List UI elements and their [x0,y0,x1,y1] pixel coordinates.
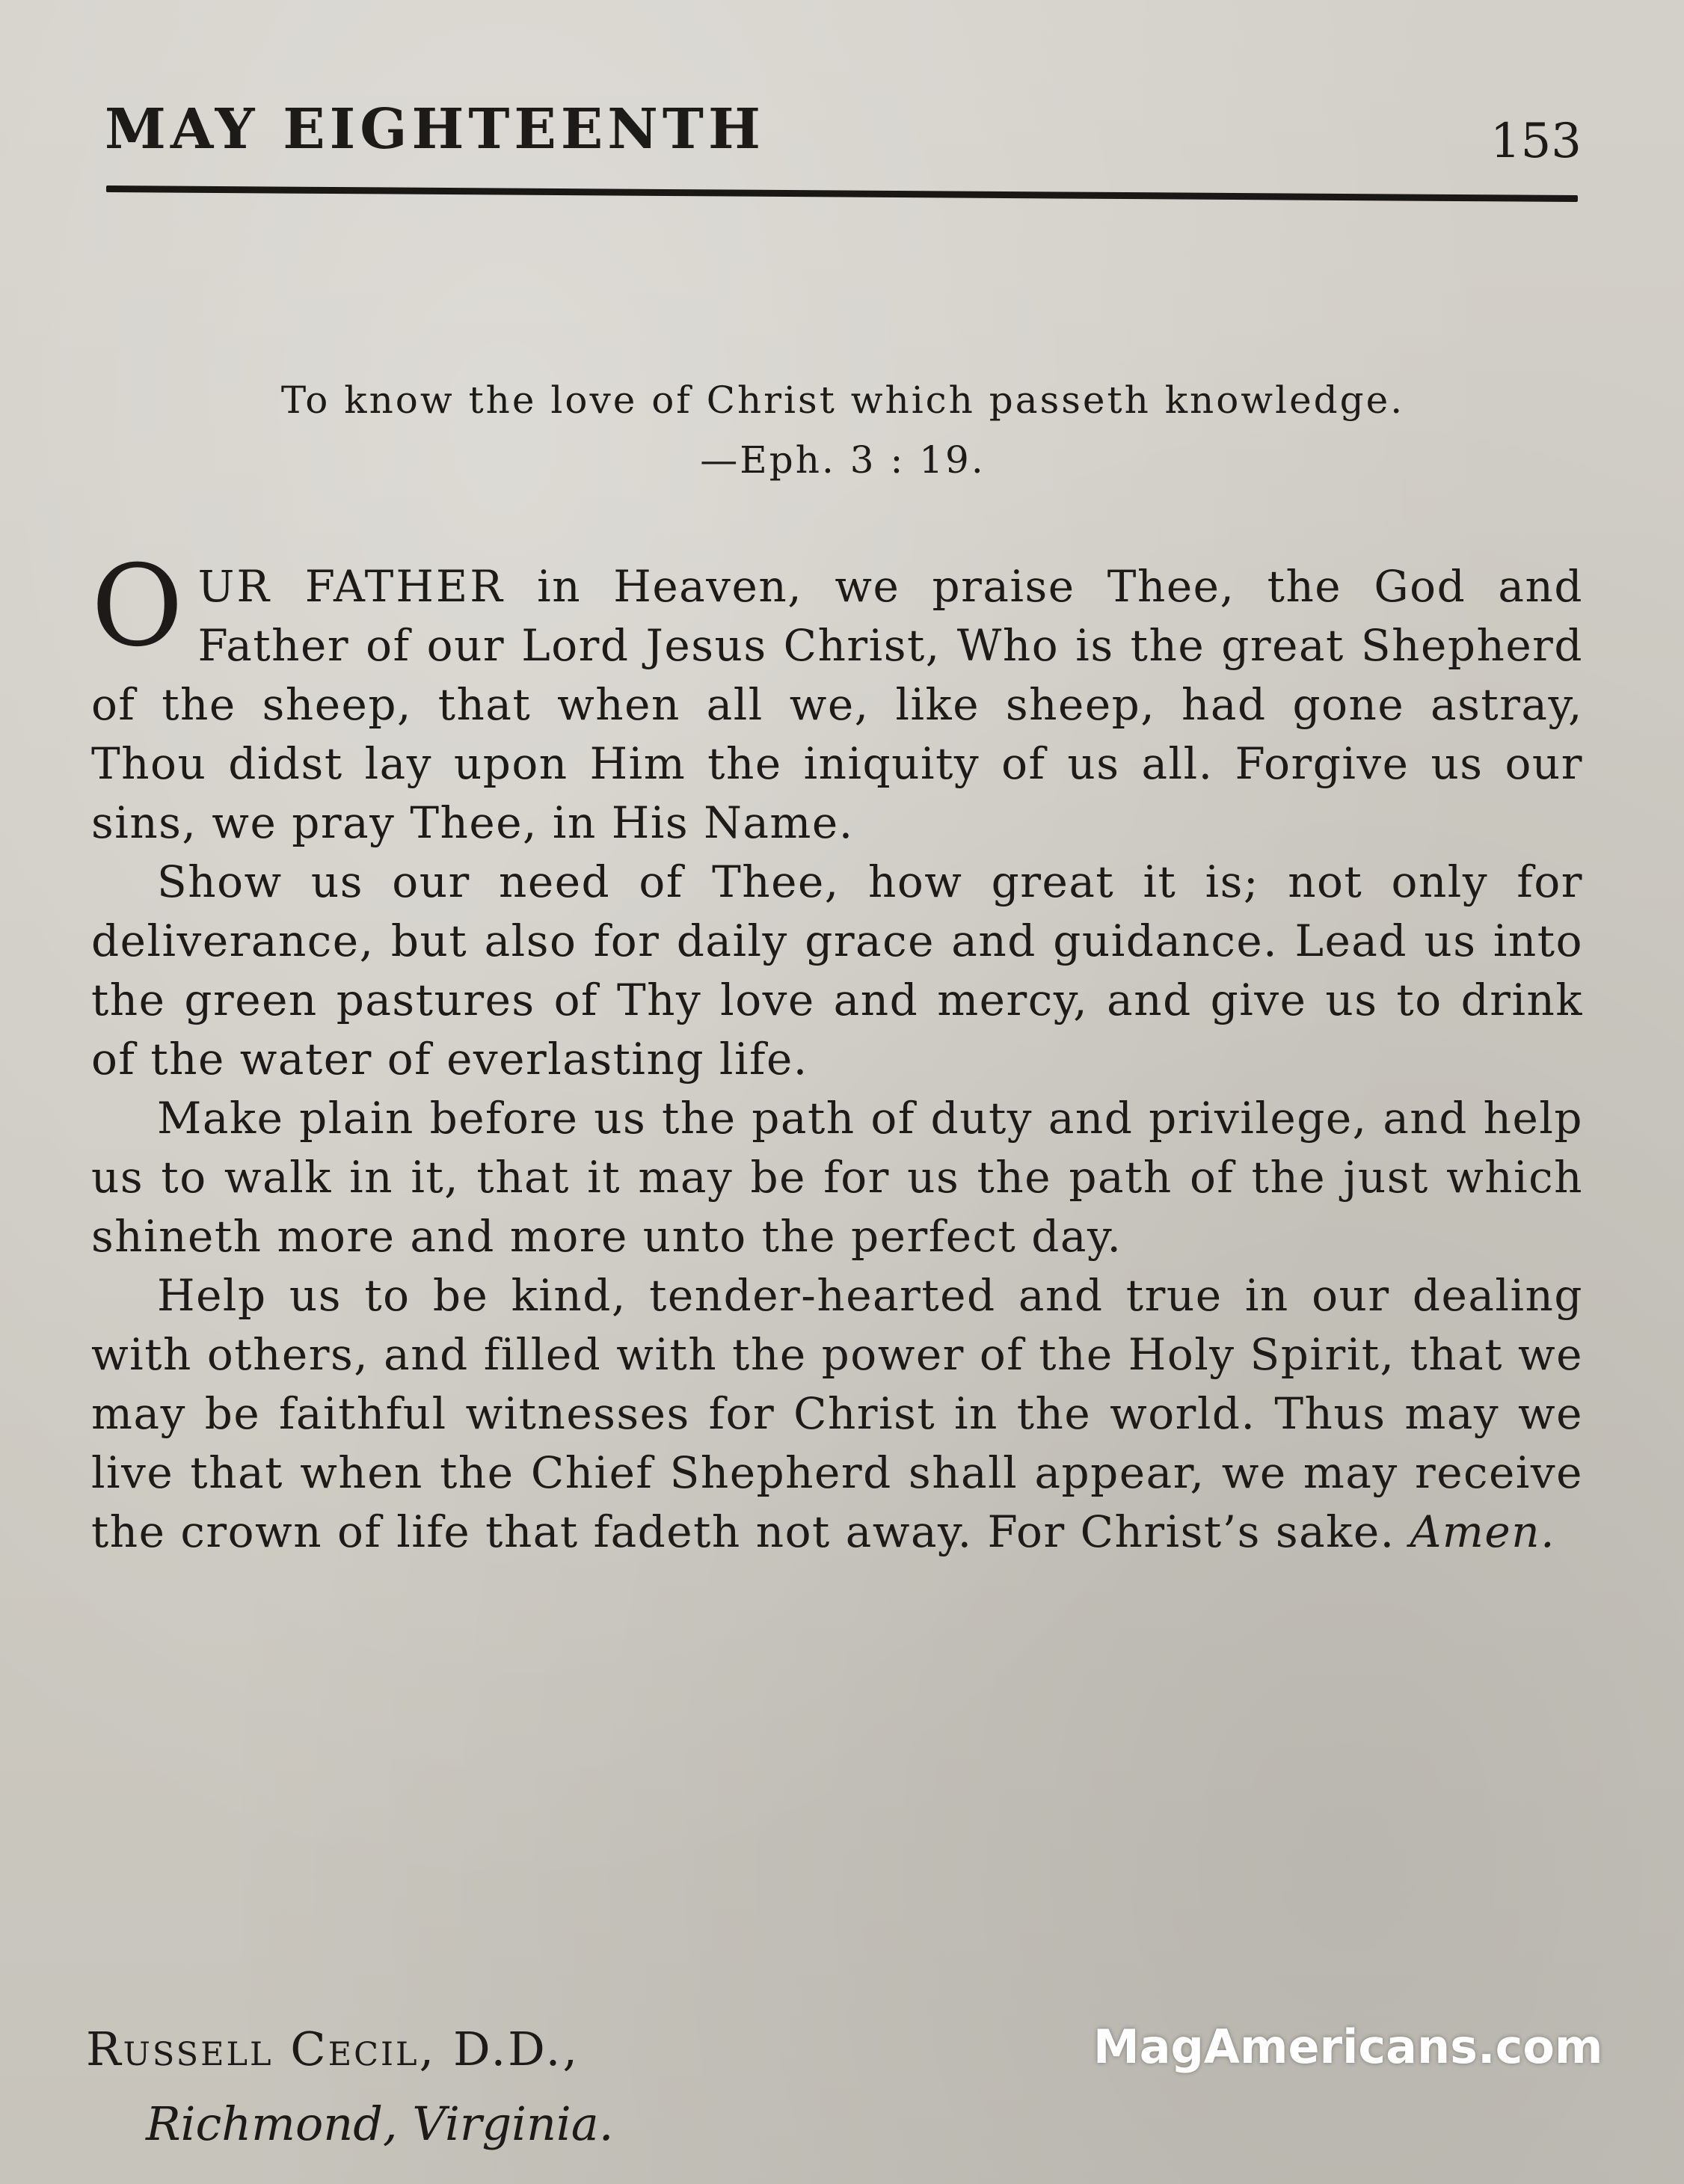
epigraph-reference: —Eph. 3 : 19. [700,438,986,482]
watermark: MagAmericans.com [1093,2019,1603,2074]
prayer-body [91,542,1583,1562]
page-number: 153 [1490,114,1582,169]
amen: Amen. [1410,1506,1556,1557]
author-place: Richmond, Virginia. [146,2096,614,2151]
prayer-paragraph-1 [91,542,1583,853]
epigraph [159,370,1527,490]
page-title: MAY EIGHTEENTH [105,97,765,162]
prayer-paragraph-4 [91,1266,1583,1562]
prayer-paragraph-4-text: Help us to be kind, tender-hearted and true in our dealing with others, and filled with the power of the Holy Spirit, that we may be faithful witnesses for Christ in the world. Thus may we live that when the Chief Shepherd shall appear, we may receive the crown of life that fadeth not away. For Christ’s sake. [91,1270,1583,1557]
prayer-paragraph-1-text: in Heaven, we praise Thee, the God and Father of our Lord Jesus Christ, Who is the great Shepherd of the sheep, that when all we, like sheep, had gone astray, Thou didst lay upon Him the iniquity of us all. Forgive us our sins, we pray Thee, in His Name. [91,561,1583,848]
epigraph-text: To know the love of Christ which passeth knowledge. [280,378,1405,422]
author-signature [86,2012,613,2162]
page-header [105,97,1582,180]
prayer-lead: UR FATHER [197,561,505,612]
drop-cap: O [91,542,185,672]
prayer-paragraph-2: Show us our need of Thee, how great it is; not only for deliverance, but also for daily grace and guidance. Lead us into the green pastures of Thy love and mercy, and give us to drink of the water of everlasting life. [91,856,1583,1085]
prayer-paragraph-3: Make plain before us the path of duty and privilege, and help us to walk in it, that it may be for us the path of the just which shineth more and more unto the perfect day. [91,1093,1583,1262]
author-name: Russell Cecil, D.D., [86,2022,580,2076]
header-rule [106,185,1578,202]
